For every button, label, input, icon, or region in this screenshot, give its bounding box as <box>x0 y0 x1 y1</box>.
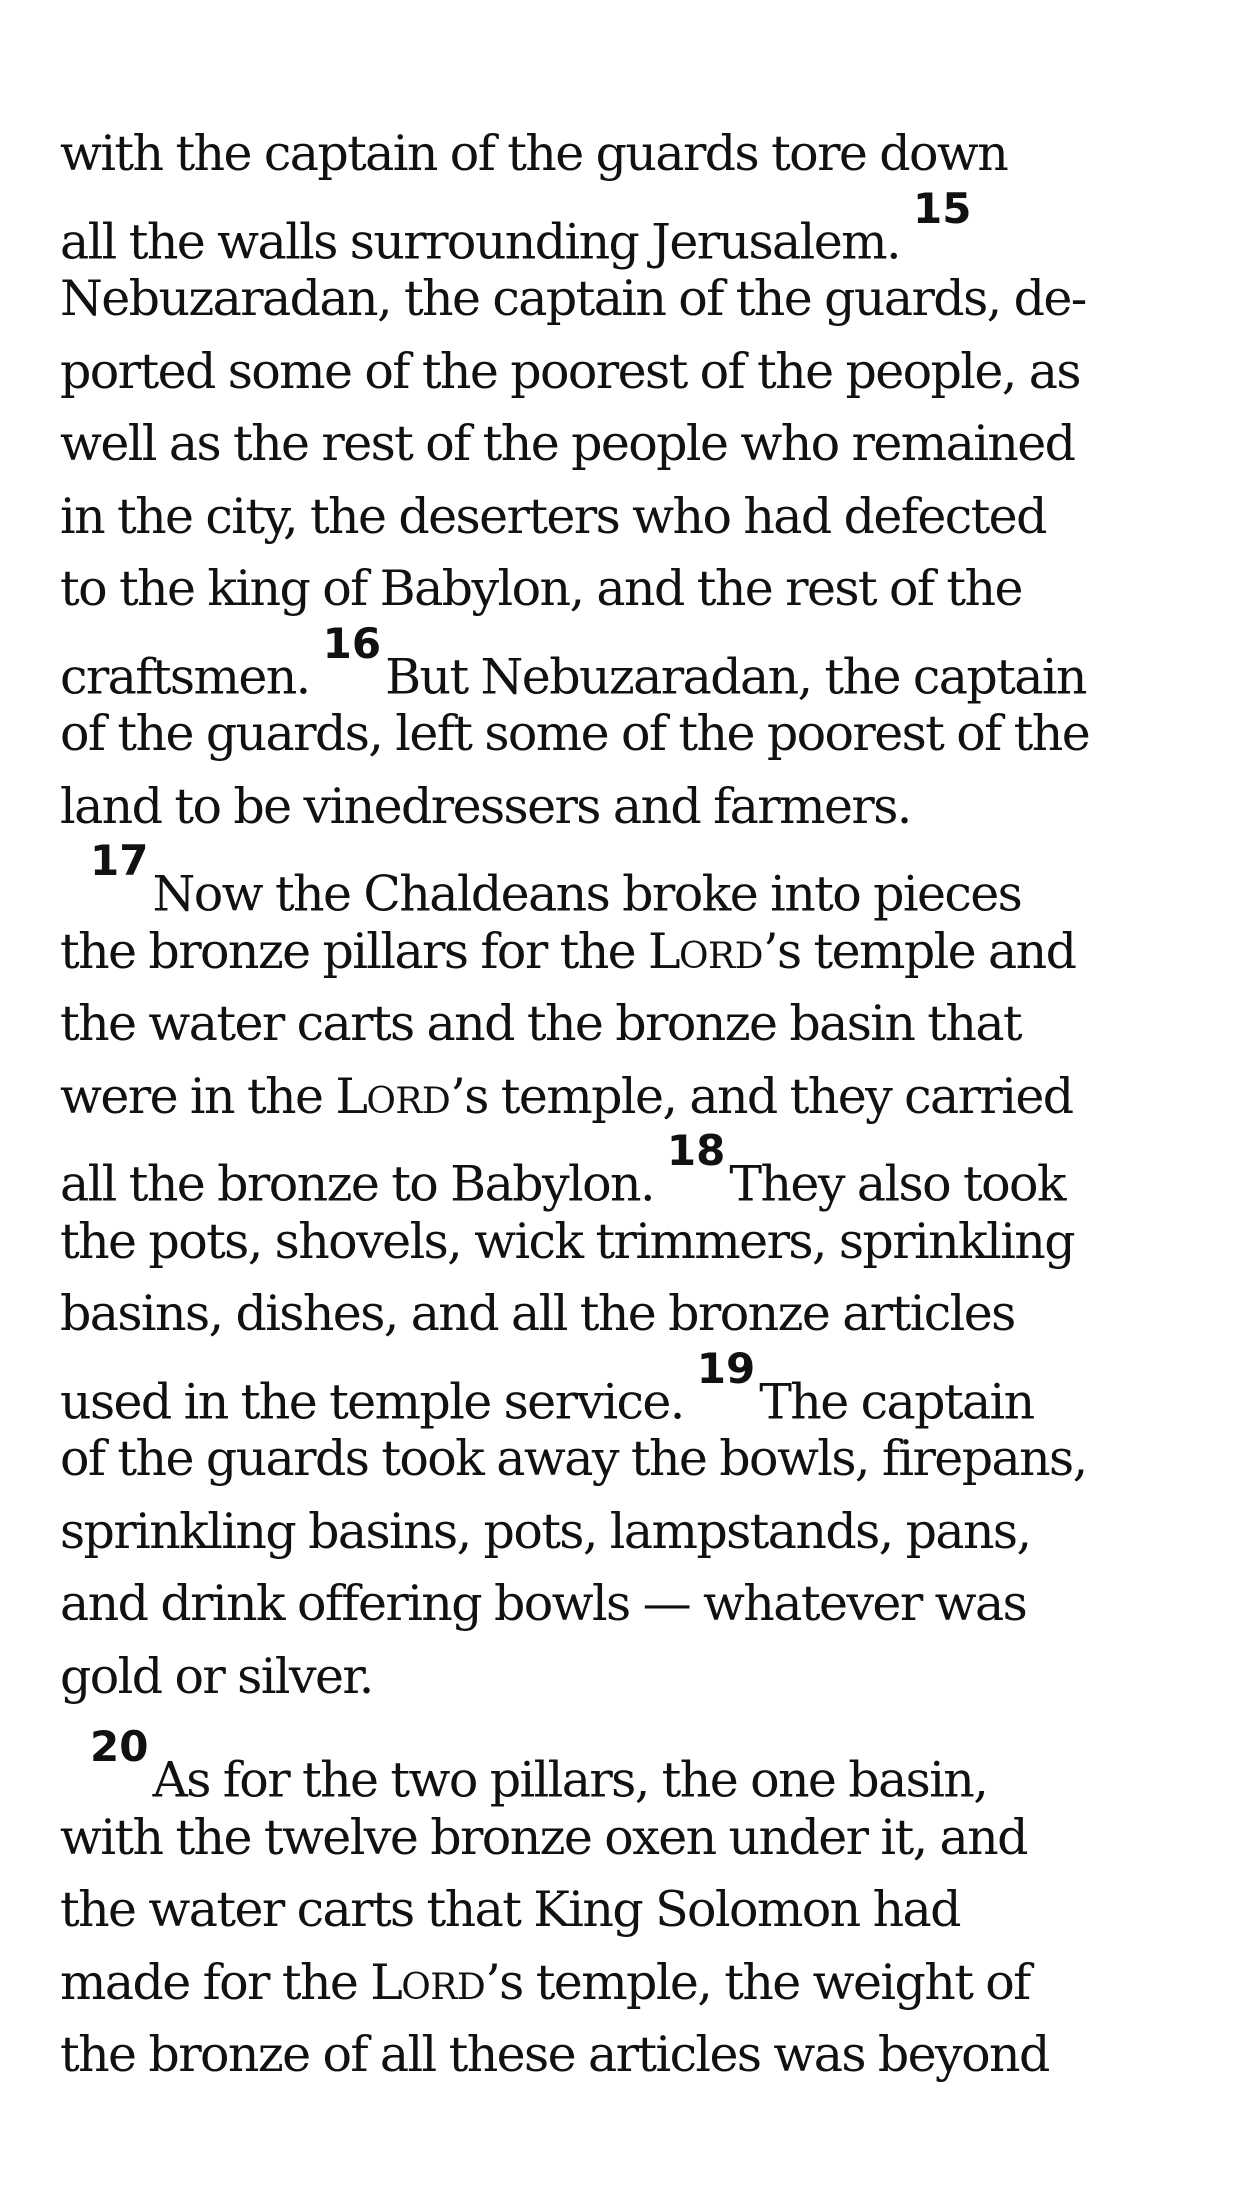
reading-pane <box>60 118 1190 2092</box>
text-line: sprinkling basins, pots, lampstands, pans, <box>60 1502 1031 1560</box>
text-line <box>60 916 1190 989</box>
text-line: the water carts and the bronze basin that <box>60 995 1022 1052</box>
small-caps-lord: ORD <box>679 935 763 977</box>
text-run: ’s temple, the weight of <box>485 1953 1030 2011</box>
text-line: of the guards, left some of the poorest of the <box>60 705 1090 762</box>
text-line <box>60 1343 1190 1430</box>
text-run: ’s temple, and they carried <box>450 1067 1073 1125</box>
text-run: craftsmen. <box>60 647 310 705</box>
text-line: with the captain of the guards tore down <box>60 125 1008 182</box>
verse-number-17: 17 <box>90 836 149 885</box>
verse-number-19: 19 <box>696 1343 756 1393</box>
text-run: made for the L <box>60 1953 402 2011</box>
text-line: ported some of the poorest of the people, as <box>60 342 1080 400</box>
paragraph <box>60 836 1190 1713</box>
text-run: all the walls surrounding Jerusalem. <box>60 212 900 270</box>
text-line: land to be vinedressers and farmers. <box>60 777 911 835</box>
small-caps-lord: ORD <box>366 1080 451 1122</box>
text-run: The captain <box>759 1372 1034 1430</box>
text-line <box>60 1126 1190 1213</box>
text-line: gold or silver. <box>60 1647 373 1705</box>
verse-number-15: 15 <box>912 183 972 233</box>
text-run: were in the L <box>60 1067 367 1125</box>
text-line: Nebuzaradan, the captain of the guards, de- <box>60 270 1086 327</box>
text-line: to the king of Babylon, and the rest of the <box>60 560 1022 617</box>
text-line: the pots, shovels, wick trimmers, sprinkling <box>60 1212 1075 1270</box>
text-run: They also took <box>729 1155 1065 1213</box>
text-line <box>60 1722 1190 1809</box>
paragraph-spacer <box>60 1713 1190 1729</box>
text-line: the bronze of all these articles was beyond <box>60 2026 1049 2083</box>
text-line <box>60 618 1190 705</box>
verse-number-16: 16 <box>322 618 382 668</box>
verse-number-18: 18 <box>666 1126 726 1175</box>
text-line <box>60 183 1190 270</box>
text-line <box>60 1061 1190 1134</box>
text-run: used in the temple service. <box>60 1372 684 1430</box>
text-line: the water carts that King Solomon had <box>60 1881 960 1938</box>
text-line: in the city, the deserters who had defected <box>60 487 1046 545</box>
text-line: well as the rest of the people who remained <box>60 415 1075 472</box>
text-line: basins, dishes, and all the bronze articles <box>60 1285 1015 1342</box>
small-caps-lord: ORD <box>401 1966 486 2008</box>
text-line: of the guards took away the bowls, firepans, <box>60 1430 1087 1487</box>
text-line <box>60 1947 1190 2020</box>
text-line <box>60 836 1190 923</box>
text-run: all the bronze to Babylon. <box>60 1155 654 1213</box>
text-line: and drink offering bowls — whatever was <box>60 1575 1027 1632</box>
text-run: Now the Chaldeans broke into pieces <box>152 865 1022 923</box>
text-run: the bronze pillars for the L <box>60 922 679 980</box>
verse-number-20: 20 <box>90 1722 149 1771</box>
text-run: But Nebuzaradan, the captain <box>385 647 1086 705</box>
text-run: ’s temple and <box>762 922 1076 980</box>
text-run: As for the two pillars, the one basin, <box>152 1751 988 1809</box>
paragraph <box>60 1722 1190 2092</box>
text-line: with the twelve bronze oxen under it, and <box>60 1808 1027 1866</box>
paragraph <box>60 118 1190 843</box>
